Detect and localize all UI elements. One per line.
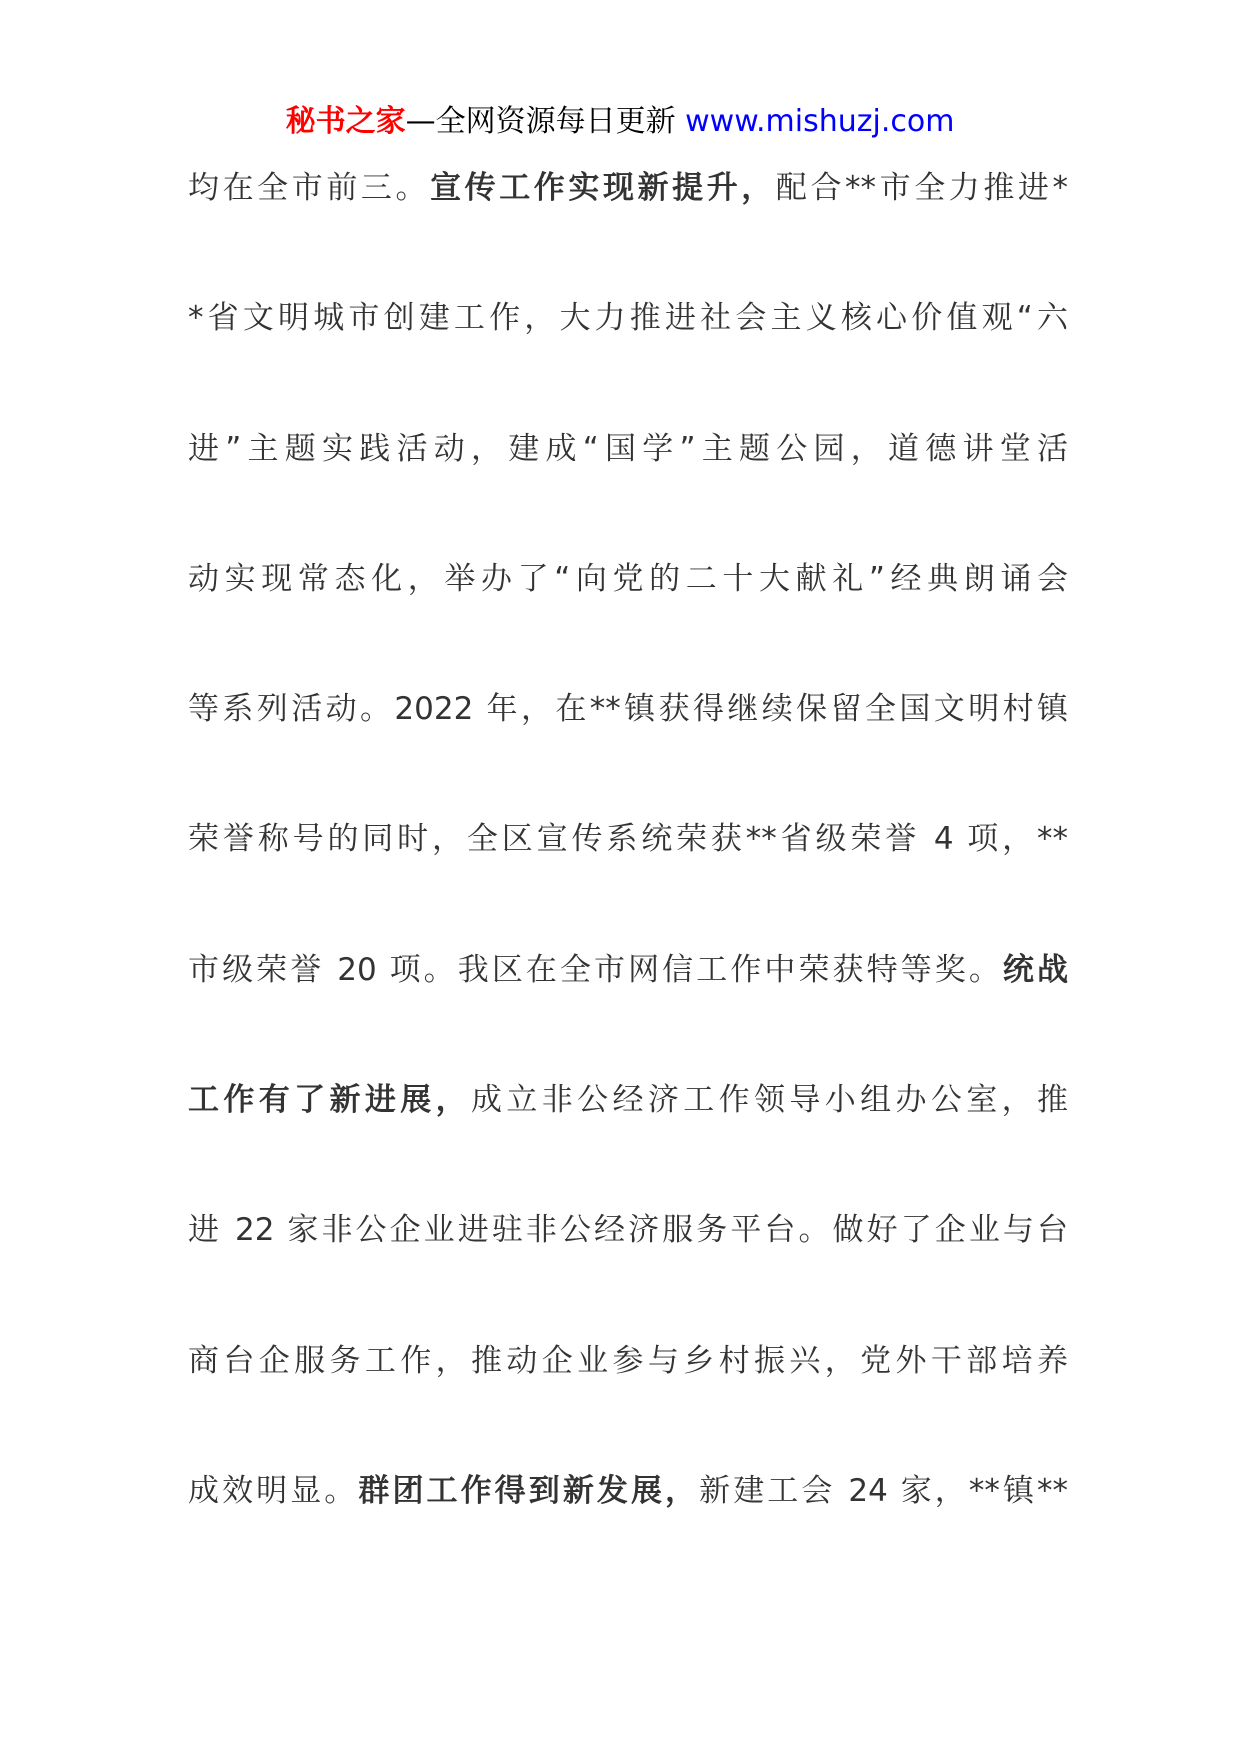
- text-segment: 动实现常态化，举办了“向党的二十大献礼”经典朗诵会: [188, 560, 1068, 597]
- text-line: [188, 685, 1068, 815]
- text-segment: 市级荣誉 20 项。我区在全市网信工作中荣获特等奖。: [188, 951, 1003, 988]
- text-segment: 进”主题实践活动，建成“国学”主题公园，道德讲堂活: [188, 430, 1068, 467]
- text-line: [188, 294, 1068, 424]
- text-line: [188, 555, 1068, 685]
- text-line: [188, 164, 1068, 294]
- bold-heading: 群团工作得到新发展，: [358, 1472, 700, 1509]
- bold-heading: 宣传工作实现新提升，: [430, 170, 776, 206]
- document-body: [188, 164, 1068, 1597]
- bold-heading: 工作有了新进展，: [188, 1082, 471, 1119]
- text-segment: 商台企服务工作，推动企业参与乡村振兴，党外干部培养: [188, 1342, 1068, 1379]
- text-segment: 配合**市全力推进*: [775, 170, 1069, 206]
- text-segment: 新建工会 24 家，**镇**: [699, 1472, 1069, 1509]
- text-line: [188, 1076, 1068, 1206]
- text-line: [188, 1337, 1068, 1467]
- text-segment: 均在全市前三。: [188, 170, 431, 206]
- site-tagline: —全网资源每日更新: [405, 104, 686, 139]
- text-segment: 进 22 家非公企业进驻非公经济服务平台。做好了企业与台: [188, 1212, 1068, 1249]
- text-line: [188, 425, 1068, 555]
- text-line: [188, 1467, 1068, 1597]
- site-url-link[interactable]: www.mishuzj.com: [685, 104, 955, 139]
- site-brand: 秘书之家: [285, 104, 406, 139]
- bold-heading: 统战: [1002, 951, 1068, 988]
- text-segment: 荣誉称号的同时，全区宣传系统荣获**省级荣誉 4 项，**: [188, 821, 1068, 858]
- text-segment: 成立非公经济工作领导小组办公室，推: [471, 1082, 1068, 1119]
- text-line: [188, 815, 1068, 945]
- text-line: [188, 1206, 1068, 1336]
- text-line: [188, 946, 1068, 1076]
- page-header: [0, 100, 1240, 144]
- text-segment: 成效明显。: [188, 1472, 359, 1509]
- text-segment: 等系列活动。2022 年，在**镇获得继续保留全国文明村镇: [188, 691, 1068, 728]
- text-segment: *省文明城市创建工作，大力推进社会主义核心价值观“六: [188, 300, 1068, 337]
